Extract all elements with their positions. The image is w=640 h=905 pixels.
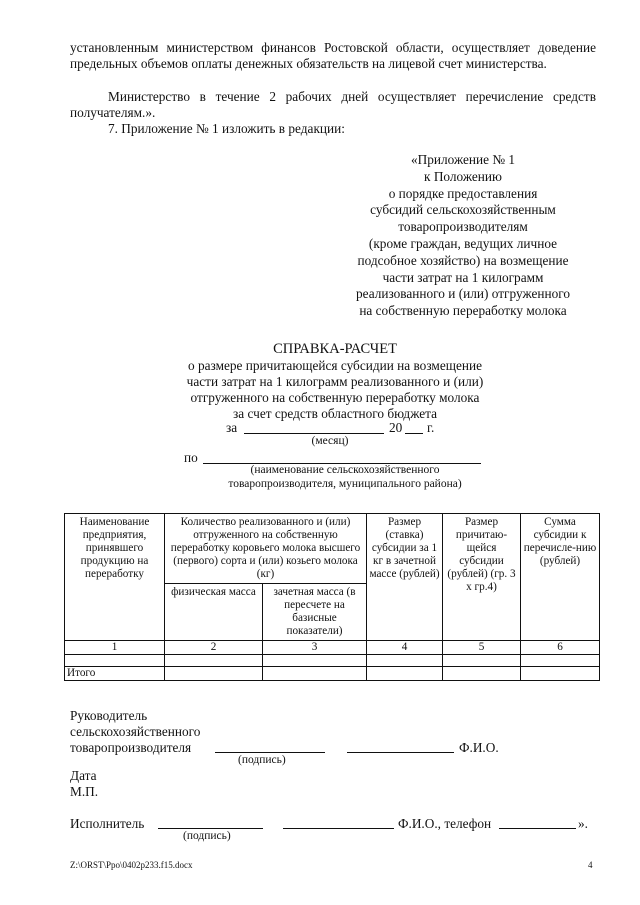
column-number: 5 bbox=[443, 641, 521, 655]
intro-paragraph-3: 7. Приложение № 1 изложить в редакции: bbox=[108, 121, 345, 136]
header-subsidy-sum: Сумма субсидии к перечисле-нию (рублей) bbox=[521, 514, 600, 641]
table-cell[interactable] bbox=[263, 667, 367, 681]
table-cell[interactable] bbox=[263, 655, 367, 667]
header-physical-mass: физическая масса bbox=[165, 584, 263, 641]
column-number: 2 bbox=[165, 641, 263, 655]
date-label: Дата bbox=[70, 768, 97, 783]
heading-subtitle: отгруженного на собственную переработку молока bbox=[190, 390, 480, 405]
executor-label: Исполнитель bbox=[70, 816, 145, 831]
appendix-line: «Приложение № 1 bbox=[411, 152, 515, 167]
table-cell[interactable] bbox=[367, 655, 443, 667]
table-cell[interactable] bbox=[367, 667, 443, 681]
appendix-line: товаропроизводителям bbox=[398, 219, 528, 235]
header-credit-mass: зачетная масса (в пересчете на базисные показатели) bbox=[263, 584, 367, 641]
head-fio-line[interactable] bbox=[347, 752, 454, 753]
appendix-line: (кроме граждан, ведущих личное bbox=[368, 235, 558, 251]
column-number: 1 bbox=[65, 641, 165, 655]
year-field-line[interactable] bbox=[405, 433, 423, 434]
total-row bbox=[65, 667, 600, 681]
month-note: (месяц) bbox=[311, 435, 349, 447]
appendix-line: подсобное хозяйство) на возмещение bbox=[357, 252, 569, 268]
column-number: 3 bbox=[263, 641, 367, 655]
appendix-header bbox=[318, 152, 608, 320]
head-title-line: товаропроизводителя bbox=[70, 740, 192, 755]
column-numbers-row bbox=[65, 641, 600, 655]
executor-signature-note: (подпись) bbox=[183, 830, 231, 842]
year-prefix: 20 bbox=[389, 420, 403, 435]
heading-subtitle: за счет средств областного бюджета bbox=[233, 406, 437, 421]
year-suffix: г. bbox=[427, 420, 435, 435]
table-cell[interactable] bbox=[165, 655, 263, 667]
closing-quote: ». bbox=[578, 816, 588, 831]
footer-file-path: Z:\ORST\Ppo\0402p233.f15.docx bbox=[70, 860, 193, 870]
header-enterprise-name: Наименование предприятия, принявшего продукцию на переработку bbox=[65, 514, 165, 641]
table-cell[interactable] bbox=[65, 655, 165, 667]
heading-subtitle: части затрат на 1 килограмм реализованного и (или) bbox=[186, 374, 484, 389]
document-title: СПРАВКА-РАСЧЕТ bbox=[273, 341, 397, 357]
appendix-line: о порядке предоставления bbox=[388, 185, 538, 201]
period-label: за bbox=[226, 420, 238, 435]
appendix-line: субсидий сельскохозяйственным bbox=[370, 202, 556, 218]
executor-phone-line[interactable] bbox=[499, 828, 576, 829]
header-subsidy-due: Размер причитаю-щейся субсидии (рублей) (гр. 3 х гр.4) bbox=[443, 514, 521, 641]
calculation-table bbox=[64, 513, 600, 681]
executor-fio-line[interactable] bbox=[283, 828, 394, 829]
page-number: 4 bbox=[588, 860, 593, 870]
total-label: Итого bbox=[65, 667, 165, 681]
producer-note-line: (наименование сельскохозяйственного bbox=[250, 464, 440, 476]
head-title-line: сельскохозяйственного bbox=[70, 724, 201, 739]
heading-subtitle: о размере причитающейся субсидии на возмещение bbox=[187, 358, 482, 373]
producer-note bbox=[170, 463, 520, 491]
appendix-line: части затрат на 1 килограмм bbox=[382, 269, 544, 285]
appendix-line: к Положению bbox=[424, 168, 502, 184]
seal-label: М.П. bbox=[70, 784, 99, 799]
head-fio-label: Ф.И.О. bbox=[459, 740, 499, 755]
intro-paragraph-1: установленным министерством финансов Ростовской области, осуществляет доведение предельных объемов оплаты денежных обязательств на лицевой счет министерства. bbox=[70, 40, 596, 71]
producer-note-line: товаропроизводителя, муниципального района) bbox=[228, 478, 462, 490]
appendix-line: на собственную переработку молока bbox=[359, 303, 567, 319]
intro-paragraph-2: Министерство в течение 2 рабочих дней осуществляет перечисление средств получателям.». bbox=[70, 89, 596, 120]
table-row bbox=[65, 655, 600, 667]
appendix-line: реализованного и (или) отгруженного bbox=[355, 286, 571, 302]
header-subsidy-rate: Размер (ставка) субсидии за 1 кг в зачетной массе (рублей) bbox=[367, 514, 443, 641]
producer-label: по bbox=[184, 450, 198, 465]
document-heading bbox=[130, 340, 540, 422]
table-cell[interactable] bbox=[165, 667, 263, 681]
table-cell[interactable] bbox=[521, 655, 600, 667]
column-number: 6 bbox=[521, 641, 600, 655]
table-cell[interactable] bbox=[443, 667, 521, 681]
head-title-line: Руководитель bbox=[70, 708, 148, 723]
head-signature-note: (подпись) bbox=[238, 754, 286, 766]
header-quantity: Количество реализованного и (или) отгруженного на собственную переработку коровьего молока высшего (первого) сорта и (или) козьего молока (кг) bbox=[165, 514, 367, 584]
table-cell[interactable] bbox=[443, 655, 521, 667]
column-number: 4 bbox=[367, 641, 443, 655]
executor-fio-phone-label: Ф.И.О., телефон bbox=[398, 816, 492, 831]
table-cell[interactable] bbox=[521, 667, 600, 681]
